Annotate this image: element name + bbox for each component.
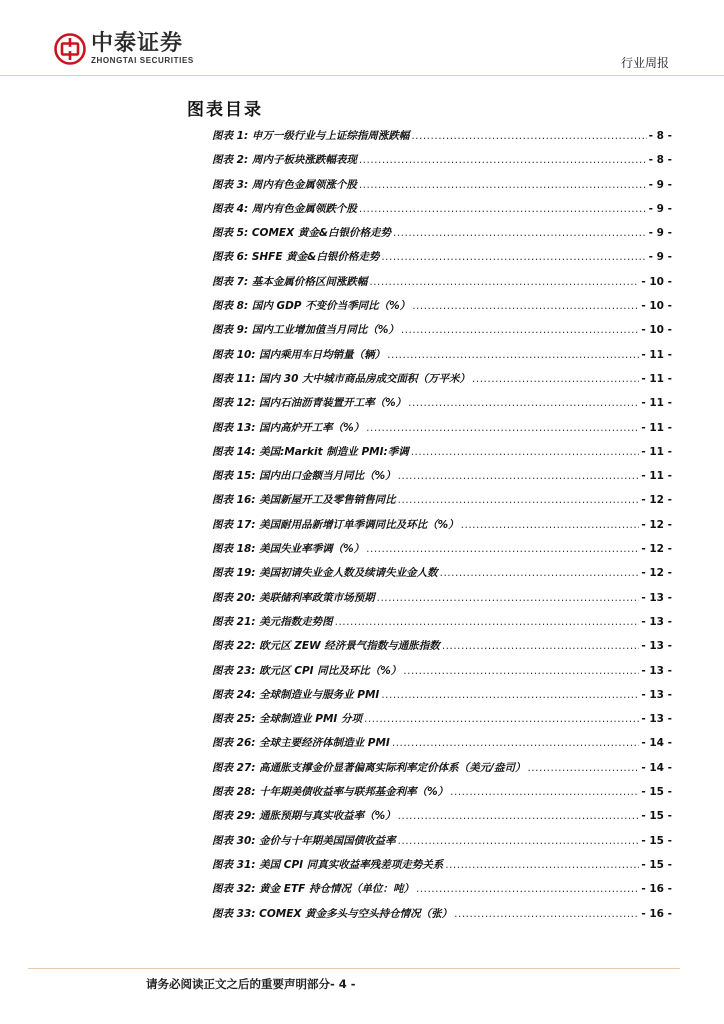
toc-entry[interactable] (212, 808, 672, 832)
toc-entry[interactable] (212, 711, 672, 735)
toc-dot-leader (364, 713, 639, 725)
footer-divider (28, 968, 680, 969)
company-logo (54, 32, 194, 66)
toc-dot-leader (359, 179, 647, 191)
toc-entry-label: 图表 33: COMEX 黄金多头与空头持仓情况（张） (212, 907, 453, 920)
toc-entry-label: 图表 13: 国内高炉开工率（%） (212, 421, 365, 434)
toc-entry-label: 图表 1: 申万一级行业与上证综指周涨跌幅 (212, 130, 410, 142)
toc-dot-leader (461, 519, 640, 531)
toc-entry[interactable] (212, 687, 672, 711)
toc-entry-label: 图表 28: 十年期美债收益率与联邦基金利率（%） (212, 786, 449, 799)
toc-dot-leader (398, 810, 640, 822)
toc-entry-label: 图表 19: 美国初请失业金人数及续请失业金人数 (212, 567, 438, 580)
toc-entry[interactable] (212, 128, 672, 152)
toc-dot-leader (359, 154, 647, 166)
toc-entry-label: 图表 16: 美国新屋开工及零售销售同比 (212, 494, 396, 507)
toc-dot-leader (527, 762, 639, 774)
toc-entry-page: - 15 - (641, 858, 672, 871)
toc-dot-leader (359, 203, 647, 215)
toc-entry-label: 图表 7: 基本金属价格区间涨跌幅 (212, 275, 368, 288)
toc-dot-leader (381, 689, 639, 701)
toc-entry[interactable] (212, 468, 672, 492)
toc-entry-page: - 9 - (648, 202, 672, 215)
toc-entry[interactable] (212, 274, 672, 298)
toc-entry[interactable] (212, 444, 672, 468)
toc-entry-page: - 11 - (641, 421, 672, 434)
toc-entry[interactable] (212, 152, 672, 176)
logo-chinese-name: 中泰证券 (91, 31, 184, 56)
toc-entry-page: - 14 - (641, 737, 672, 750)
toc-dot-leader (445, 859, 639, 871)
toc-entry-label: 图表 11: 国内 30 大中城市商品房成交面积（万平米） (212, 372, 471, 385)
toc-entry-label: 图表 9: 国内工业增加值当月同比（%） (212, 324, 399, 337)
toc-entry-label: 图表 22: 欧元区 ZEW 经济景气指数与通胀指数 (212, 640, 440, 653)
toc-entry-label: 图表 21: 美元指数走势图 (212, 615, 333, 628)
toc-entry-label: 图表 26: 全球主要经济体制造业 PMI (212, 737, 390, 750)
footer-page-number: - 4 - (330, 977, 356, 991)
toc-entry-page: - 12 - (641, 567, 672, 580)
toc-dot-leader (377, 592, 640, 604)
toc-entry-page: - 8 - (648, 130, 672, 142)
toc-entry-page: - 13 - (641, 640, 672, 653)
toc-entry[interactable] (212, 492, 672, 516)
toc-entry-page: - 13 - (641, 591, 672, 604)
toc-entry[interactable] (212, 420, 672, 444)
toc-entry-page: - 8 - (648, 154, 672, 167)
toc-dot-leader (412, 300, 639, 312)
toc-entry-page: - 11 - (641, 348, 672, 361)
toc-entry-page: - 16 - (641, 883, 672, 896)
toc-entry[interactable] (212, 735, 672, 759)
toc-entry-page: - 11 - (641, 397, 672, 410)
logo-english-name: ZHONGTAI SECURITIES (91, 56, 194, 65)
toc-entry-label: 图表 31: 美国 CPI 同真实收益率残差项走势关系 (212, 858, 444, 871)
page-header (0, 0, 724, 78)
toc-entry-label: 图表 29: 通胀预期与真实收益率（%） (212, 810, 396, 823)
toc-entry-page: - 10 - (641, 324, 672, 337)
toc-entry-label: 图表 3: 周内有色金属领涨个股 (212, 178, 357, 191)
zhongtai-logo-icon (54, 33, 86, 65)
toc-dot-leader (398, 494, 640, 506)
toc-dot-leader (454, 908, 639, 920)
toc-dot-leader (408, 397, 639, 409)
toc-entry[interactable] (212, 322, 672, 346)
page-footer (146, 976, 356, 992)
toc-entry-label: 图表 4: 周内有色金属领跌个股 (212, 202, 357, 215)
toc-dot-leader (398, 470, 640, 482)
report-type-label: 行业周报 (620, 56, 669, 70)
toc-entry[interactable] (212, 201, 672, 225)
table-of-figures (212, 128, 672, 930)
toc-title: 图表目录 (187, 100, 263, 120)
toc-entry[interactable] (212, 663, 672, 687)
toc-dot-leader (369, 276, 639, 288)
toc-entry-label: 图表 12: 国内石油沥青装置开工率（%） (212, 397, 407, 410)
toc-entry-label: 图表 24: 全球制造业与服务业 PMI (212, 688, 380, 701)
toc-entry[interactable] (212, 881, 672, 905)
toc-entry-label: 图表 10: 国内乘用车日均销量（辆） (212, 348, 386, 361)
toc-entry-page: - 15 - (641, 834, 672, 847)
toc-entry-page: - 11 - (641, 372, 672, 385)
toc-entry-page: - 10 - (641, 275, 672, 288)
toc-entry-page: - 12 - (641, 543, 672, 556)
toc-entry-page: - 13 - (641, 615, 672, 628)
toc-dot-leader (416, 883, 639, 895)
toc-entry-label: 图表 23: 欧元区 CPI 同比及环比（%） (212, 664, 402, 677)
toc-entry[interactable] (212, 249, 672, 273)
toc-entry-label: 图表 30: 金价与十年期美国国债收益率 (212, 834, 396, 847)
toc-entry[interactable] (212, 906, 672, 930)
toc-entry[interactable] (212, 371, 672, 395)
toc-dot-leader (393, 227, 647, 239)
toc-dot-leader (411, 130, 646, 142)
toc-dot-leader (366, 543, 639, 555)
toc-dot-leader (398, 835, 640, 847)
toc-entry[interactable] (212, 638, 672, 662)
toc-entry-page: - 13 - (641, 688, 672, 701)
toc-entry-page: - 16 - (641, 907, 672, 920)
toc-entry-page: - 11 - (641, 470, 672, 483)
toc-entry[interactable] (212, 565, 672, 589)
toc-entry-label: 图表 5: COMEX 黄金&白银价格走势 (212, 227, 391, 240)
toc-entry[interactable] (212, 395, 672, 419)
toc-entry[interactable] (212, 833, 672, 857)
toc-entry[interactable] (212, 541, 672, 565)
toc-entry-label: 图表 14: 美国:Markit 制造业 PMI:季调 (212, 445, 409, 458)
toc-entry-label: 图表 2: 周内子板块涨跌幅表现 (212, 154, 357, 167)
toc-entry-page: - 13 - (641, 713, 672, 726)
toc-entry[interactable] (212, 784, 672, 808)
toc-dot-leader (450, 786, 639, 798)
toc-dot-leader (387, 349, 639, 361)
toc-entry-page: - 9 - (648, 227, 672, 240)
toc-dot-leader (381, 251, 646, 263)
toc-entry[interactable] (212, 857, 672, 881)
toc-entry-label: 图表 8: 国内 GDP 不变价当季同比（%） (212, 300, 411, 313)
toc-entry-page: - 15 - (641, 786, 672, 799)
toc-entry[interactable] (212, 614, 672, 638)
toc-entry-page: - 9 - (648, 251, 672, 264)
toc-dot-leader (392, 737, 640, 749)
toc-entry-label: 图表 17: 美国耐用品新增订单季调同比及环比（%） (212, 518, 459, 531)
toc-entry-label: 图表 25: 全球制造业 PMI 分项 (212, 713, 362, 726)
toc-entry-label: 图表 27: 高通胀支撑金价显著偏离实际利率定价体系（美元/盎司） (212, 761, 526, 774)
toc-entry-page: - 11 - (641, 445, 672, 458)
toc-entry-page: - 13 - (641, 664, 672, 677)
toc-entry-label: 图表 20: 美联储利率政策市场预期 (212, 591, 375, 604)
toc-entry[interactable] (212, 347, 672, 371)
toc-entry[interactable] (212, 590, 672, 614)
toc-entry-label: 图表 15: 国内出口金额当月同比（%） (212, 470, 396, 483)
toc-entry[interactable] (212, 760, 672, 784)
toc-entry-page: - 14 - (641, 761, 672, 774)
toc-dot-leader (440, 567, 640, 579)
toc-entry-page: - 15 - (641, 810, 672, 823)
toc-entry[interactable] (212, 225, 672, 249)
toc-entry[interactable] (212, 517, 672, 541)
toc-dot-leader (442, 640, 640, 652)
toc-entry-label: 图表 32: 黄金 ETF 持仓情况（单位：吨） (212, 883, 414, 896)
toc-dot-leader (411, 446, 640, 458)
toc-entry-page: - 12 - (641, 518, 672, 531)
toc-dot-leader (401, 324, 640, 336)
toc-dot-leader (403, 665, 639, 677)
footer-disclaimer: 请务必阅读正文之后的重要声明部分 (146, 977, 330, 991)
toc-dot-leader (366, 422, 639, 434)
toc-dot-leader (335, 616, 640, 628)
toc-entry[interactable] (212, 298, 672, 322)
toc-entry-label: 图表 6: SHFE 黄金&白银价格走势 (212, 251, 380, 264)
toc-entry[interactable] (212, 177, 672, 201)
toc-entry-page: - 9 - (648, 178, 672, 191)
header-divider (0, 75, 724, 76)
toc-dot-leader (472, 373, 639, 385)
toc-entry-page: - 10 - (641, 300, 672, 313)
toc-entry-label: 图表 18: 美国失业率季调（%） (212, 543, 365, 556)
toc-entry-page: - 12 - (641, 494, 672, 507)
